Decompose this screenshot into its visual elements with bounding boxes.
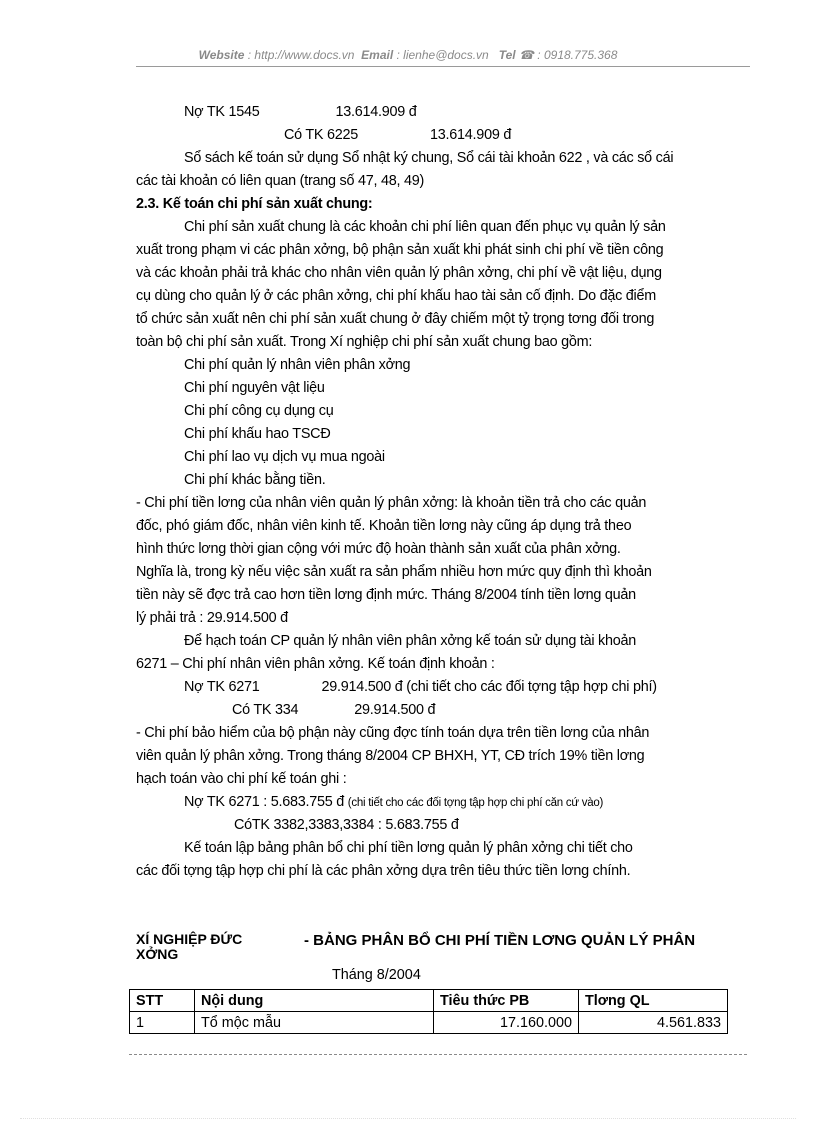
table-header-row bbox=[130, 990, 728, 1012]
allocation-table bbox=[129, 989, 728, 1034]
section-heading: 2.3. Kế toán chi phí sản xuất chung: bbox=[136, 196, 373, 212]
entry-line-3: Nợ TK 6271 29.914.500 đ (chi tiết cho các đối tợng tập hợp chi phí) bbox=[184, 679, 657, 695]
paragraph-line: xuất trong phạm vi các phân xởng, bộ phận sản xuất khi phát sinh chi phí về tiền công bbox=[136, 242, 664, 258]
cell-stt: 1 bbox=[130, 1012, 195, 1034]
document-body bbox=[136, 101, 746, 883]
table-row bbox=[130, 1012, 728, 1034]
paragraph-line: Để hạch toán CP quản lý nhân viên phân xởng kế toán sử dụng tài khoản bbox=[184, 633, 636, 649]
website-label: Website bbox=[198, 48, 245, 62]
entry-line-6: CóTK 3382,3383,3384 : 5.683.755 đ bbox=[234, 817, 459, 833]
entry-line-4: Có TK 334 29.914.500 đ bbox=[232, 702, 436, 718]
paragraph-line: Chi phí sản xuất chung là các khoản chi phí liên quan đến phục vụ quản lý sản bbox=[184, 219, 666, 235]
table-month: Tháng 8/2004 bbox=[332, 967, 421, 983]
website-value[interactable]: : http://www.docs.vn bbox=[247, 48, 355, 62]
entry-line-1: Nợ TK 1545 13.614.909 đ bbox=[184, 104, 417, 120]
list-item: Chi phí quản lý nhân viên phân xởng bbox=[184, 357, 411, 373]
entry-line-2: Có TK 6225 13.614.909 đ bbox=[284, 127, 512, 143]
cell-content: Tổ mộc mẫu bbox=[195, 1012, 434, 1034]
paragraph-line: 6271 – Chi phí nhân viên phân xởng. Kế toán định khoản : bbox=[136, 656, 495, 672]
list-item: Chi phí nguyên vật liệu bbox=[184, 380, 325, 396]
paragraph-line: toàn bộ chi phí sản xuất. Trong Xí nghiệp chi phí sản xuất chung bao gồm: bbox=[136, 334, 593, 350]
paragraph-line: hình thức lơng thời gian cộng với mức độ hoàn thành sản xuất của phân xởng. bbox=[136, 541, 621, 557]
header-divider bbox=[136, 66, 750, 67]
page-bottom-border bbox=[20, 1118, 796, 1119]
page-header bbox=[0, 48, 816, 62]
paragraph-line: lý phải trả : 29.914.500 đ bbox=[136, 610, 288, 626]
entry-line-5: Nợ TK 6271 : 5.683.755 đ (chi tiết cho các đối tợng tập hợp chi phí căn cứ vào) bbox=[184, 794, 604, 810]
list-item: Chi phí khác bằng tiền. bbox=[184, 472, 326, 488]
col-header-salary: Tlơng QL bbox=[579, 990, 728, 1012]
paragraph-line: các đối tợng tập hợp chi phí là các phân xởng dựa trên tiêu thức tiền lơng chính. bbox=[136, 863, 631, 879]
table-heading: - BẢNG PHÂN BỔ CHI PHÍ TIỀN LƠNG QUẢN LÝ PHÂN bbox=[304, 932, 696, 949]
paragraph-line: các tài khoản có liên quan (trang số 47, 48, 49) bbox=[136, 173, 424, 189]
paragraph-line: Nghĩa là, trong kỳ nếu việc sản xuất ra sản phẩm nhiều hơn mức quy định thì khoản bbox=[136, 564, 652, 580]
paragraph-line: - Chi phí tiền lơng của nhân viên quản lý phân xởng: là khoản tiền trả cho các quản bbox=[136, 495, 647, 511]
company-name: XÍ NGHIỆP ĐỨC XỞNG bbox=[136, 931, 243, 962]
phone-icon: ☎ bbox=[519, 48, 534, 62]
paragraph-line: tiền này sẽ đợc trả cao hơn tiền lơng định mức. Tháng 8/2004 tính tiền lơng quản bbox=[136, 587, 636, 603]
list-item: Chi phí công cụ dụng cụ bbox=[184, 403, 334, 419]
paragraph-line: cụ dùng cho quản lý ở các phân xởng, chi phí khấu hao tài sản cố định. Do đặc điểm bbox=[136, 288, 656, 304]
email-label: Email bbox=[361, 48, 394, 62]
paragraph-line: hạch toán vào chi phí kế toán ghi : bbox=[136, 771, 347, 787]
tel-value: : 0918.775.368 bbox=[537, 48, 618, 62]
tel-label: Tel bbox=[498, 48, 516, 62]
col-header-stt: STT bbox=[130, 990, 195, 1012]
paragraph-line: Kế toán lập bảng phân bổ chi phí tiền lơng quản lý phân xởng chi tiết cho bbox=[184, 840, 633, 856]
col-header-criteria: Tiêu thức PB bbox=[434, 990, 579, 1012]
paragraph-line: và các khoản phải trả khác cho nhân viên quản lý phân xởng, chi phí về vật liệu, dụng bbox=[136, 265, 662, 281]
cell-salary: 4.561.833 bbox=[579, 1012, 728, 1034]
paragraph-line: viên quản lý phân xởng. Trong tháng 8/2004 CP BHXH, YT, CĐ trích 19% tiền lơng bbox=[136, 748, 645, 764]
paragraph-line: tổ chức sản xuất nên chi phí sản xuất chung ở đây chiếm một tỷ trọng tơng đối trong bbox=[136, 311, 655, 327]
paragraph-line: đốc, phó giám đốc, nhân viên kinh tế. Khoản tiền lơng này cũng áp dụng trả theo bbox=[136, 518, 632, 534]
cell-criteria: 17.160.000 bbox=[434, 1012, 579, 1034]
email-value[interactable]: : lienhe@docs.vn bbox=[396, 48, 489, 62]
paragraph-line: Sổ sách kế toán sử dụng Sổ nhật ký chung, Sổ cái tài khoản 622 , và các sổ cái bbox=[184, 150, 674, 166]
paragraph-line: - Chi phí bảo hiểm của bộ phận này cũng đợc tính toán dựa trên tiền lơng của nhân bbox=[136, 725, 650, 741]
col-header-content: Nội dung bbox=[195, 990, 434, 1012]
footer-divider bbox=[129, 1054, 747, 1055]
list-item: Chi phí lao vụ dịch vụ mua ngoài bbox=[184, 449, 385, 465]
list-item: Chi phí khấu hao TSCĐ bbox=[184, 426, 331, 442]
